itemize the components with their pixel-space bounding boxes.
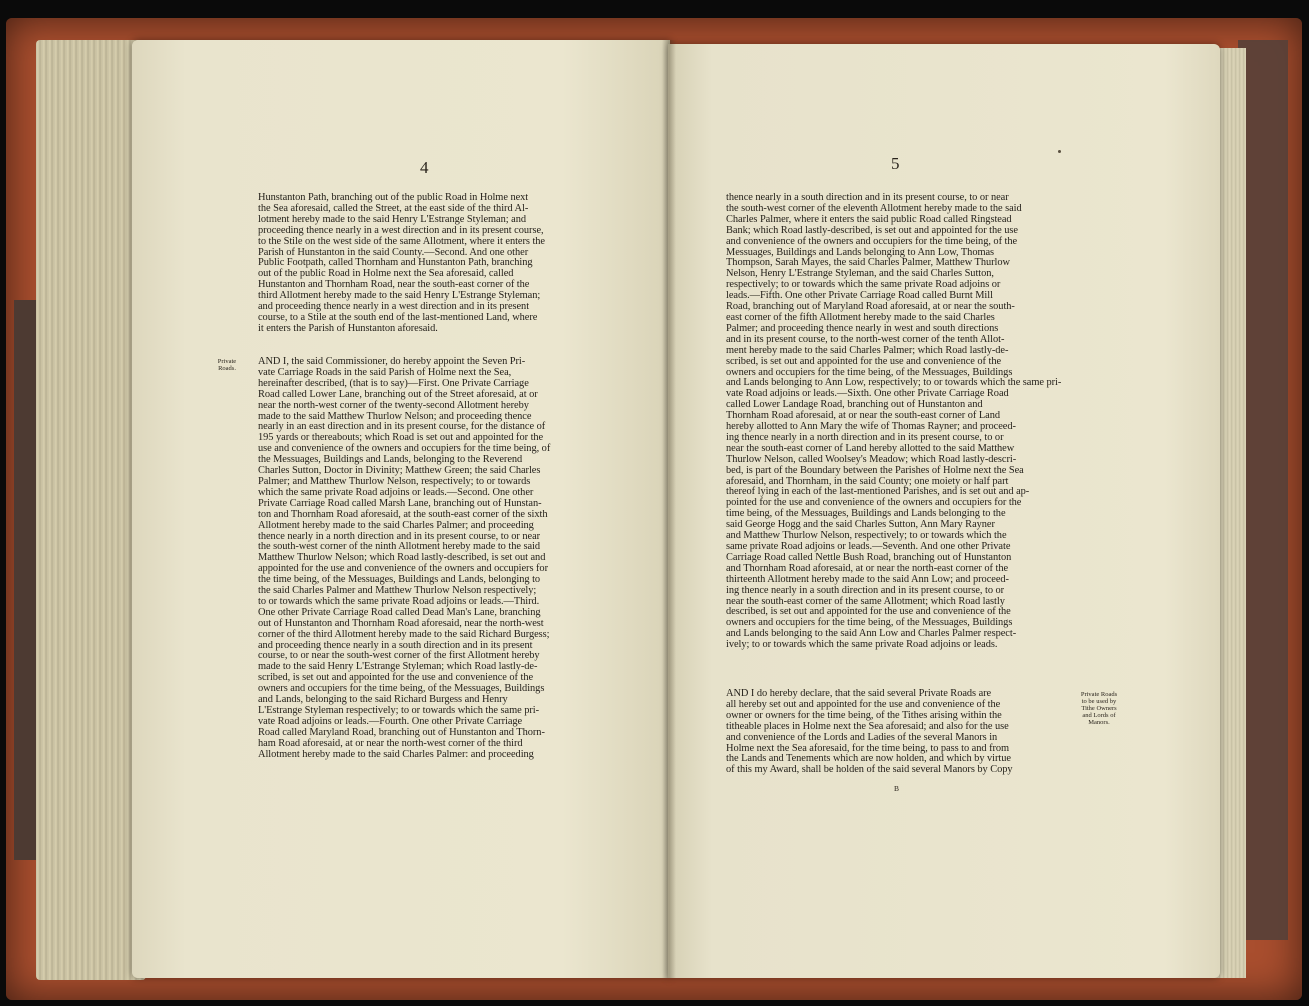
margin-note-tithe-owners: Private Roads to be used by Tithe Owners and Lords of Manors. bbox=[1080, 691, 1118, 726]
paragraph-continuation: thence nearly in a south direction and in its present course, to or near the south-west corner of the eleventh Allotment hereby made to the said Charles Palmer, where it enters the said public Road called Ringstead Bank; which Road lastly-described, is set out and appointed for the use and convenience of the owners and occupiers for the time being, of the Messuages, Buildings and Lands belonging to Ann Low, Thomas Thompson, Sarah Mayes, the said Charles Palmer, Matthew Thurlow Nelson, Henry L'Estrange Styleman, and the said Charles Sutton, respectively; to or towards which the same private Road adjoins or leads.—Fifth. One other Private Carriage Road called Burnt Mill Road, branching out of Maryland Road aforesaid, at or near the south- east corner of the fifth Allotment hereby made to the said Charles Palmer; and proceeding thence nearly in west and south directions and in its present course, to the north-west corner of the tenth Allot- ment hereby made to the said Charles Palmer; which Road lastly-de- scribed, is set out and appointed for the use and convenience of the owners and occupiers for the time being, of the Messuages, Buildings and Lands belonging to Ann Low, respectively; to or towards which the same pri- vate Road adjoins or leads.—Sixth. One other Private Carriage Road called Lower Landage Road, branching out of Hunstanton and Thornham Road aforesaid, at or near the south-east corner of Land hereby allotted to Ann Mary the wife of Thomas Rayner; and proceed- ing thence nearly in a north direction and in its present course, to or near the south-east corner of Land hereby allotted to the said Matthew Thurlow Nelson, called Woolsey's Meadow; which Road lastly-descri- bed, is part of the Boundary between the Parishes of Holme next the Sea aforesaid, and Thornham, in the said County; one moiety or half part thereof lying in each of the last-mentioned Parishes, and is set out and ap- pointed for the use and convenience of the owners and occupiers for the time being, of the Messuages, Buildings and Lands belonging to the said George Hogg and the said Charles Sutton, Ann Mary Rayner and Matthew Thurlow Nelson, respectively; to or towards which the same private Road adjoins or leads.—Seventh. And one other Private Carriage Road called Nettle Bush Road, branching out of Hunstanton and Thornham Road aforesaid, at or near the north-east corner of the thirteenth Allotment hereby made to the said Ann Low; and proceed- ing thence nearly in a south direction and in its present course, to or near the south-east corner of the same Allotment; which Road lastly described, is set out and appointed for the use and convenience of the owners and occupiers for the time being, of the Messuages, Buildings and Lands belonging to the said Ann Low and Charles Palmer respect- ively; to or towards which the same private Road adjoins or leads. bbox=[726, 192, 1062, 651]
right-page bbox=[668, 44, 1220, 978]
left-page bbox=[132, 40, 670, 978]
page-edges-left bbox=[36, 40, 146, 980]
paragraph-declaration: AND I do hereby declare, that the said several Private Roads are all hereby set out and appointed for the use and convenience of the owner or owners for the time being, of the Tithes arising within the titheable places in Holme next the Sea aforesaid; and also for the use and convenience of the Lords and Ladies of the several Manors in Holme next the Sea aforesaid, for the time being, to pass to and from the Lands and Tenements which are now holden, and which by virtue of this my Award, shall be holden of the said several Manors by Copy bbox=[726, 688, 1013, 776]
margin-note-private-roads: Private Roads. bbox=[217, 358, 237, 372]
book-gutter bbox=[662, 40, 676, 978]
paper-speck bbox=[1058, 150, 1061, 153]
page-number: 4 bbox=[420, 158, 429, 177]
paragraph-continuation: Hunstanton Path, branching out of the public Road in Holme next the Sea aforesaid, called the Street, at the east side of the third Al- lotment hereby made to the said Henry L'Estrange Styleman; and proceeding thence nearly in a west direction and in its present course, to the Stile on the west side of the same Allotment, where it enters the Parish of Hunstanton in the said County.—Second. And one other Public Footpath, called Thornham and Hunstanton Path, branching out of the public Road in Holme next the Sea aforesaid, called Hunstanton and Thornham Road, near the south-east corner of the third Allotment hereby made to the said Henry L'Estrange Styleman; and proceeding thence nearly in a west direction and in its present course, to a Stile at the south end of the last-mentioned Land, where it enters the Parish of Hunstanton aforesaid. bbox=[258, 192, 545, 334]
signature-mark: B bbox=[894, 784, 900, 793]
paragraph-private-roads: AND I, the said Commissioner, do hereby appoint the Seven Pri- vate Carriage Roads in the said Parish of Holme next the Sea, hereinafter described, (that is to say)—First. One Private Carriage Road called Lower Lane, branching out of the Street aforesaid, at or near the north-west corner of the twenty-second Allotment hereby made to the said Matthew Thurlow Nelson; and proceeding thence nearly in an east direction and in its present course, for the distance of 195 yards or thereabouts; which Road is set out and appointed for the use and convenience of the owners and occupiers for the time being, of the Messuages, Buildings and Lands, belonging to the Reverend Charles Sutton, Doctor in Divinity; Matthew Green; the said Charles Palmer; and Matthew Thurlow Nelson, respectively; to or towards which the same private Road adjoins or leads.—Second. One other Private Carriage Road called Marsh Lane, branching out of Hunstan- ton and Thornham Road aforesaid, at the south-east corner of the sixth Allotment hereby made to the said Charles Palmer; and proceeding thence nearly in a north direction and in its present course, to or near the south-west corner of the ninth Allotment hereby made to the said Matthew Thurlow Nelson; which Road lastly-described, is set out and appointed for the use and convenience of the owners and occupiers for the time being, of the Messuages, Buildings and Lands, belonging to the said Charles Palmer and Matthew Thurlow Nelson respectively; to or towards which the same private Road adjoins or leads.—Third. One other Private Carriage Road called Dead Man's Lane, branching out of Hunstanton and Thornham Road aforesaid, near the north-west corner of the third Allotment hereby made to the said Richard Burgess; and proceeding thence nearly in a south direction and in its present course, to or near the south-west corner of the first Allotment hereby made to the said Henry L'Estrange Styleman; which Road lastly-de- scribed, is set out and appointed for the use and convenience of the owners and occupiers for the time being, of the Messuages, Buildings and Lands, belonging to the said Richard Burgess and Henry L'Estrange Styleman respectively; to or towards which the same pri- vate Road adjoins or leads.—Fourth. One other Private Carriage Road called Maryland Road, branching out of Hunstanton and Thorn- ham Road aforesaid, at or near the north-west corner of the third Allotment hereby made to the said Charles Palmer: and proceeding bbox=[258, 356, 551, 760]
page-number: 5 bbox=[891, 154, 900, 173]
